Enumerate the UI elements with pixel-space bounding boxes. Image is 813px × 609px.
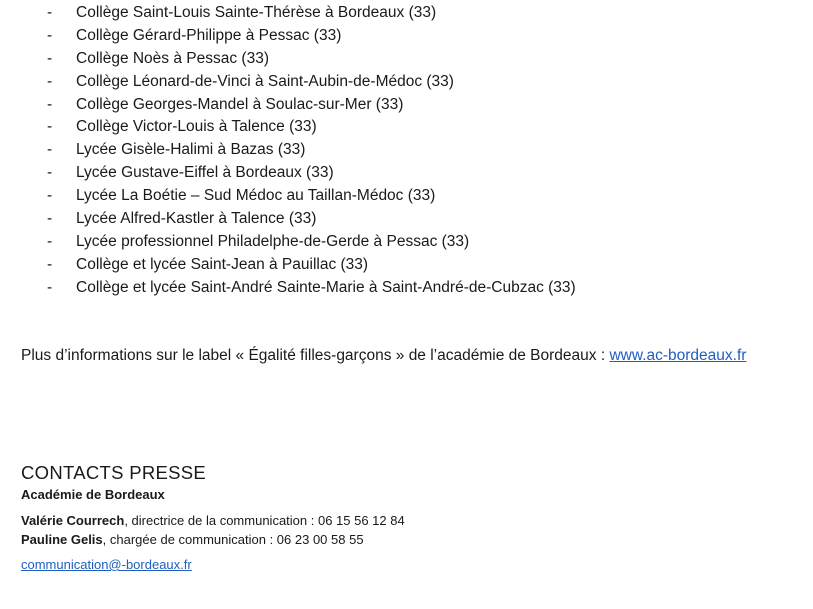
more-info-paragraph [21,345,746,367]
list-bullet: - [47,278,53,296]
list-bullet: - [47,187,53,205]
contact-name: Pauline Gelis [21,532,103,547]
list-bullet: - [47,26,53,44]
list-item-label: Lycée Gisèle-Halimi à Bazas (33) [76,141,306,159]
list-bullet: - [47,72,53,90]
list-item-label: Lycée La Boétie – Sud Médoc au Taillan-Médoc (33) [76,187,436,205]
list-item-label: Collège et lycée Saint-Jean à Pauillac (33) [76,255,369,273]
list-bullet: - [47,255,53,273]
list-item-label: Collège Léonard-de-Vinci à Saint-Aubin-de-Médoc (33) [76,72,454,90]
list-bullet: - [47,4,53,21]
list-bullet: - [47,210,53,228]
list-item-label: Collège Saint-Louis Sainte-Thérèse à Bordeaux (33) [76,4,437,21]
contacts-heading: CONTACTS PRESSE [21,462,207,483]
list-bullet: - [47,164,53,182]
list-item-label: Collège Gérard-Philippe à Pessac (33) [76,26,342,44]
list-bullet: - [47,232,53,250]
list-item-label: Lycée professionnel Philadelphe-de-Gerde à Pessac (33) [76,232,470,250]
contact-line [21,531,364,549]
contact-line [21,512,405,530]
contact-role: , directrice de la communication : 06 15 56 12 84 [124,513,405,528]
academy-website-link[interactable]: www.ac-bordeaux.fr [609,347,747,364]
list-item-label: Collège Georges-Mandel à Soulac-sur-Mer (33) [76,95,404,113]
more-info-text: Plus d’informations sur le label « Égalité filles-garçons » de l’académie de Bordeaux : [21,347,610,364]
list-item-label: Lycée Alfred-Kastler à Talence (33) [76,210,317,228]
organization-name: Académie de Bordeaux [21,487,165,502]
contact-name: Valérie Courrech [21,513,125,528]
list-item-label: Lycée Gustave-Eiffel à Bordeaux (33) [76,164,334,182]
list-bullet: - [47,49,53,67]
list-bullet: - [47,141,53,159]
list-item-label: Collège et lycée Saint-André Sainte-Marie à Saint-André-de-Cubzac (33) [76,278,576,296]
list-item-label: Collège Noès à Pessac (33) [76,49,269,67]
list-bullet: - [47,95,53,113]
list-bullet: - [47,118,53,136]
list-item-label: Collège Victor-Louis à Talence (33) [76,118,317,136]
contact-email-link[interactable]: communication@-bordeaux.fr [21,557,192,572]
contact-role: , chargée de communication : 06 23 00 58 55 [102,532,364,547]
email-line [21,556,192,574]
